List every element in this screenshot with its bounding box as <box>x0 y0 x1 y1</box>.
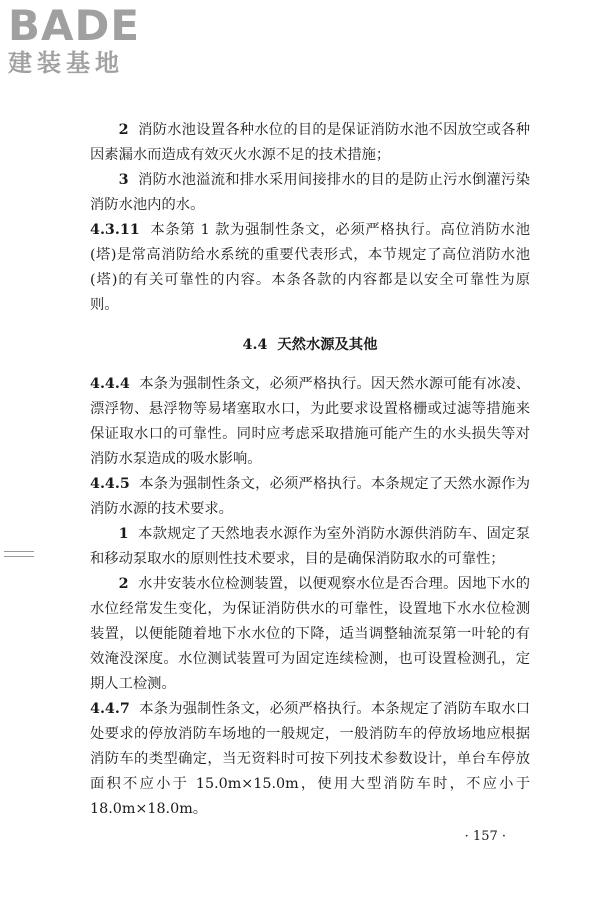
paragraph: 4.4.4 本条为强制性条文，必须严格执行。因天然水源可能有冰凌、漂浮物、悬浮物等易堵塞取水口，为此要求设置格栅或过滤等措施来保证取水口的可靠性。同时应考虑采取措施可能产生的水头损失等对消防水泵造成的吸水影响。 <box>90 376 530 467</box>
paragraph: 3 消防水池溢流和排水采用间接排水的目的是防止污水倒灌污染消防水池内的水。 <box>90 172 530 213</box>
paragraph: 1 本款规定了天然地表水源作为室外消防水源供消防车、固定泵和移动泵取水的原则性技术要求，目的是确保消防取水的可靠性； <box>90 526 530 567</box>
document-body <box>90 118 530 822</box>
logo-subtitle: 建装基地 <box>8 49 124 77</box>
paragraph: 4.3.11 本条第 1 款为强制性条文，必须严格执行。高位消防水池(塔)是常高消防给水系统的重要代表形式，本节规定了高位消防水池(塔)的有关可靠性的内容。本条各款的内容都是以安全可靠性为原则。 <box>90 222 530 313</box>
paragraph: 2 消防水池设置各种水位的目的是保证消防水池不因放空或各种因素漏水而造成有效灭火水源不足的技术措施； <box>90 122 530 163</box>
paragraph: 4.4.5 本条为强制性条文，必须严格执行。本条规定了天然水源作为消防水源的技术要求。 <box>90 476 530 517</box>
margin-mark <box>4 551 34 557</box>
logo <box>8 1 178 78</box>
paragraph: 2 水井安装水位检测装置，以便观察水位是否合理。因地下水的水位经常发生变化，为保证消防供水的可靠性，设置地下水水位检测装置，以便能随着地下水水位的下降，适当调整轴流泵第一叶轮的有效淹没深度。水位测试装置可为固定连续检测，也可设置检测孔，定期人工检测。 <box>90 576 530 692</box>
page-number: · 157 · <box>464 829 506 844</box>
paragraph: 4.4.7 本条为强制性条文，必须严格执行。本条规定了消防车取水口处要求的停放消防车场地的一般规定，一般消防车的停放场地应根据消防车的类型确定，当无资料时可按下列技术参数设计，单台车停放面积不应小于 15.0m×15.0m，使用大型消防车时，不应小于 18.0m×18.0m。 <box>90 701 530 817</box>
logo-text: BADE <box>8 1 141 50</box>
section-heading: 4.4 天然水源及其他 <box>242 337 378 353</box>
